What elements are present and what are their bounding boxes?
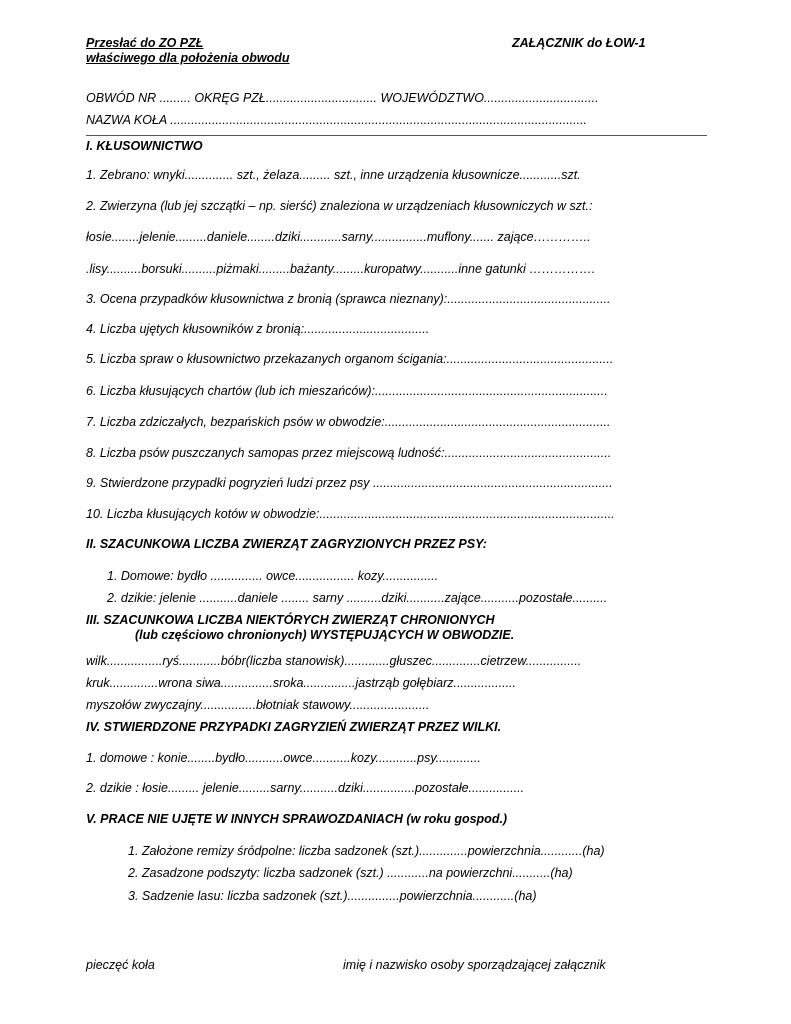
- section-1-item-8: 8. Liczba psów puszczanych samopas przez miejscową ludność:................................................: [86, 446, 612, 460]
- section-1-item-3: 3. Ocena przypadków kłusownictwa z bronią (sprawca nieznany):...............................................: [86, 292, 611, 306]
- section-1-item-7: 7. Liczba zdziczałych, bezpańskich psów w obwodzie:.................................................................: [86, 415, 611, 429]
- section-4-item-2: 2. dzikie : łosie......... jelenie.........sarny...........dziki...............pozostałe................: [86, 781, 525, 795]
- section-1-title: I. KŁUSOWNICTWO: [86, 139, 203, 153]
- preparer-name-label: imię i nazwisko osoby sporządzającej załącznik: [343, 958, 606, 972]
- section-2-item-1: 1. Domowe: bydło ............... owce................. kozy................: [107, 569, 439, 583]
- section-3-line-3: myszołów zwyczajny................błotniak stawowy.......................: [86, 698, 430, 712]
- section-3-title: III. SZACUNKOWA LICZBA NIEKTÓRYCH ZWIERZĄT CHRONIONYCH: [86, 613, 495, 627]
- section-5-item-1: 1. Założone remizy śródpolne: liczba sadzonek (szt.)..............powierzchnia............(ha): [128, 844, 605, 858]
- attachment-label: ZAŁĄCZNIK do ŁOW-1: [512, 36, 646, 50]
- section-3-line-1: wilk................ryś............bóbr(liczba stanowisk).............głuszec..............cietrzew................: [86, 654, 582, 668]
- send-to-header: Przesłać do ZO PZŁ: [86, 36, 204, 50]
- section-2-title: II. SZACUNKOWA LICZBA ZWIERZĄT ZAGRYZIONYCH PRZEZ PSY:: [86, 537, 487, 551]
- section-4-item-1: 1. domowe : konie........bydło...........owce...........kozy............psy.............: [86, 751, 481, 765]
- section-5-item-3: 3. Sadzenie lasu: liczba sadzonek (szt.)...............powierzchnia............(ha): [128, 889, 537, 903]
- club-stamp-label: pieczęć koła: [86, 958, 155, 972]
- section-1-item-5: 5. Liczba spraw o kłusownictwo przekazanych organom ścigania:................................................: [86, 352, 614, 366]
- section-1-item-2-line-b: .lisy..........borsuki..........piżmaki.........bażanty.........kuropatwy...........inne gatunki …………….: [86, 262, 596, 276]
- section-5-item-2: 2. Zasadzone podszyty: liczba sadzonek (szt.) ............na powierzchni...........(ha): [128, 866, 573, 880]
- section-5-title: V. PRACE NIE UJĘTE W INNYCH SPRAWOZDANIACH (w roku gospod.): [86, 812, 508, 826]
- section-1-item-2: 2. Zwierzyna (lub jej szczątki – np. sierść) znaleziona w urządzeniach kłusowniczych w szt.:: [86, 199, 593, 213]
- club-name-line: NAZWA KOŁA ........................................................................................................................: [86, 113, 588, 127]
- section-1-item-9: 9. Stwierdzone przypadki pogryzień ludzi przez psy .....................................................................: [86, 476, 613, 490]
- section-3-title-line2: (lub częściowo chronionych) WYSTĘPUJĄCYCH W OBWODZIE.: [135, 628, 515, 642]
- section-1-item-1: 1. Zebrano: wnyki.............. szt., żelaza......... szt., inne urządzenia kłusownicze............szt.: [86, 168, 581, 182]
- section-1-item-2-line-a: łosie........jelenie.........daniele........dziki............sarny................muflony....... zające…………..: [86, 230, 591, 244]
- section-4-title: IV. STWIERDZONE PRZYPADKI ZAGRYZIEŃ ZWIERZĄT PRZEZ WILKI.: [86, 720, 502, 734]
- district-info-line: OBWÓD NR ......... OKRĘG PZŁ................................ WOJEWÓDZTWO.................................: [86, 91, 599, 105]
- section-1-item-4: 4. Liczba ujętych kłusowników z bronią:....................................: [86, 322, 430, 336]
- send-to-header-line2: właściwego dla położenia obwodu: [86, 51, 290, 65]
- separator-line: [86, 135, 707, 136]
- section-3-line-2: kruk..............wrona siwa...............sroka...............jastrząb gołębiarz..................: [86, 676, 516, 690]
- section-2-item-2: 2. dzikie: jelenie ...........daniele ........ sarny ..........dziki...........zające...........pozostałe..........: [107, 591, 608, 605]
- section-1-item-10: 10. Liczba kłusujących kotów w obwodzie:.....................................................................................: [86, 507, 615, 521]
- section-1-item-6: 6. Liczba kłusujących chartów (lub ich mieszańców):...................................................................: [86, 384, 608, 398]
